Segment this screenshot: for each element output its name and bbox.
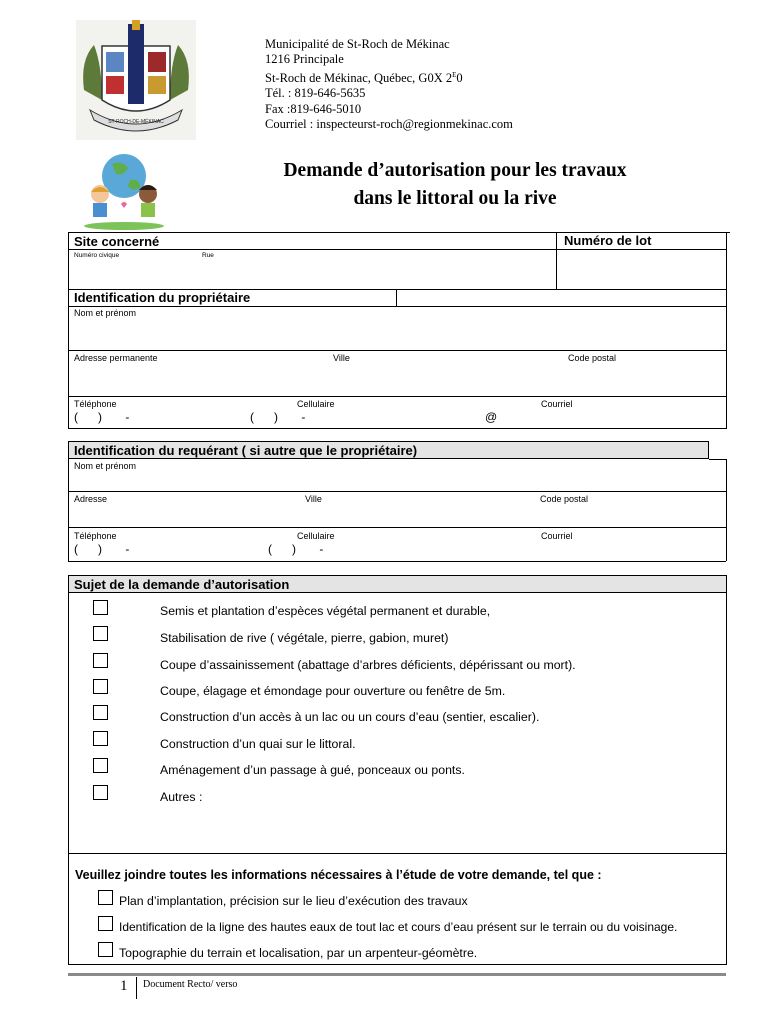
subject-item-3: Coupe d’assainissement (abattage d’arbres déficients, dépérissant ou mort). (160, 658, 576, 672)
municipality-address-block (265, 37, 513, 133)
applicant-email-label: Courriel (541, 531, 573, 541)
site-section-heading: Site concerné (74, 234, 160, 249)
owner-phone-field[interactable]: ( ) - (74, 410, 130, 424)
requirement-item-2: Identification de la ligne des hautes eaux de tout lac et cours d’eau présent sur le terrain ou du voisinage. (119, 920, 678, 934)
owner-name-label: Nom et prénom (74, 308, 137, 318)
applicant-phone-field[interactable]: ( ) - (74, 542, 130, 556)
address-line-4: Tél. : 819-646-5635 (265, 86, 366, 101)
children-globe-illustration (78, 152, 170, 230)
street-label: Rue (202, 252, 214, 259)
subject-checkbox-2[interactable] (93, 626, 108, 641)
owner-cell-label: Cellulaire (297, 399, 335, 409)
address-line-1: Municipalité de St-Roch de Mékinac (265, 37, 450, 51)
applicant-name-label: Nom et prénom (74, 461, 137, 471)
applicant-section-heading: Identification du requérant ( si autre que le propriétaire) (74, 443, 418, 458)
address-line-5: Fax :819-646-5010 (265, 101, 362, 116)
applicant-name-field[interactable] (70, 472, 724, 490)
lot-number-field[interactable] (558, 251, 724, 287)
owner-cell-field[interactable]: ( ) - (250, 410, 306, 424)
subject-checkbox-6[interactable] (93, 731, 108, 746)
owner-address-label: Adresse permanente (74, 353, 158, 363)
owner-postal-label: Code postal (568, 353, 617, 363)
requirement-checkbox-3[interactable] (98, 942, 113, 957)
subject-checkbox-3[interactable] (93, 653, 108, 668)
applicant-postal-label: Code postal (540, 494, 589, 504)
subject-item-5: Construction d’un accès à un lac ou un cours d’eau (sentier, escalier). (160, 710, 540, 724)
requirements-heading: Veuillez joindre toutes les informations nécessaires à l’étude de votre demande, tel que : (75, 868, 602, 882)
footer-text: Document Recto/ verso (143, 979, 238, 990)
applicant-cell-label: Cellulaire (297, 531, 335, 541)
form-title: Demande d’autorisation pour les travaux dans le littoral ou la rive (283, 160, 627, 209)
subject-item-8: Autres : (160, 790, 203, 804)
subject-section-heading: Sujet de la demande d’autorisation (74, 577, 290, 592)
applicant-phone-label: Téléphone (74, 531, 117, 541)
civic-number-label: Numéro civique (74, 252, 120, 259)
owner-email-field[interactable]: @ (485, 410, 498, 424)
applicant-cell-field[interactable]: ( ) - (268, 542, 324, 556)
subject-item-6: Construction d’un quai sur le littoral. (160, 737, 356, 751)
owner-section-heading: Identification du propriétaire (74, 290, 251, 305)
subject-item-7: Aménagement d’un passage à gué, ponceaux ou ponts. (160, 763, 465, 777)
applicant-city-label: Ville (305, 494, 322, 504)
requirement-item-3: Topographie du terrain et localisation, par un arpenteur-géomètre. (119, 946, 478, 960)
subject-item-2: Stabilisation de rive ( végétale, pierre, gabion, muret) (160, 631, 449, 645)
subject-checkbox-1[interactable] (93, 600, 108, 615)
requirement-item-1: Plan d’implantation, précision sur le lieu d’exécution des travaux (119, 894, 468, 908)
applicant-address-label: Adresse (74, 494, 108, 504)
municipal-crest-logo (76, 20, 196, 140)
subject-checkbox-8[interactable] (93, 785, 108, 800)
subject-item-4: Coupe, élagage et émondage pour ouverture ou fenêtre de 5m. (160, 684, 506, 698)
applicant-address-field[interactable] (70, 505, 724, 525)
address-line-3: St-Roch de Mékinac, Québec, G0X $2^E0$ (265, 70, 463, 85)
address-line-2: 1216 Principale (265, 52, 344, 67)
footer-rule (68, 973, 726, 976)
crest-banner-text: ST-ROCH-DE-MÉKINAC (108, 119, 164, 125)
civic-street-field[interactable] (70, 260, 554, 287)
requirement-checkbox-1[interactable] (98, 890, 113, 905)
owner-city-label: Ville (333, 353, 350, 363)
owner-name-field[interactable] (70, 320, 724, 348)
owner-address-field[interactable] (70, 365, 724, 394)
page-number: 1 (120, 978, 128, 994)
other-details-field[interactable] (210, 788, 710, 848)
subject-checkbox-5[interactable] (93, 705, 108, 720)
subject-checkbox-7[interactable] (93, 758, 108, 773)
subject-item-1: Semis et plantation d’espèces végétal permanent et durable, (160, 604, 491, 618)
lot-number-heading: Numéro de lot (564, 233, 652, 248)
owner-email-label: Courriel (541, 399, 573, 409)
address-line-6: Courriel : inspecteurst-roch@regionmekinac.com (265, 117, 513, 132)
requirement-checkbox-2[interactable] (98, 916, 113, 931)
owner-phone-label: Téléphone (74, 399, 117, 409)
subject-checkbox-4[interactable] (93, 679, 108, 694)
